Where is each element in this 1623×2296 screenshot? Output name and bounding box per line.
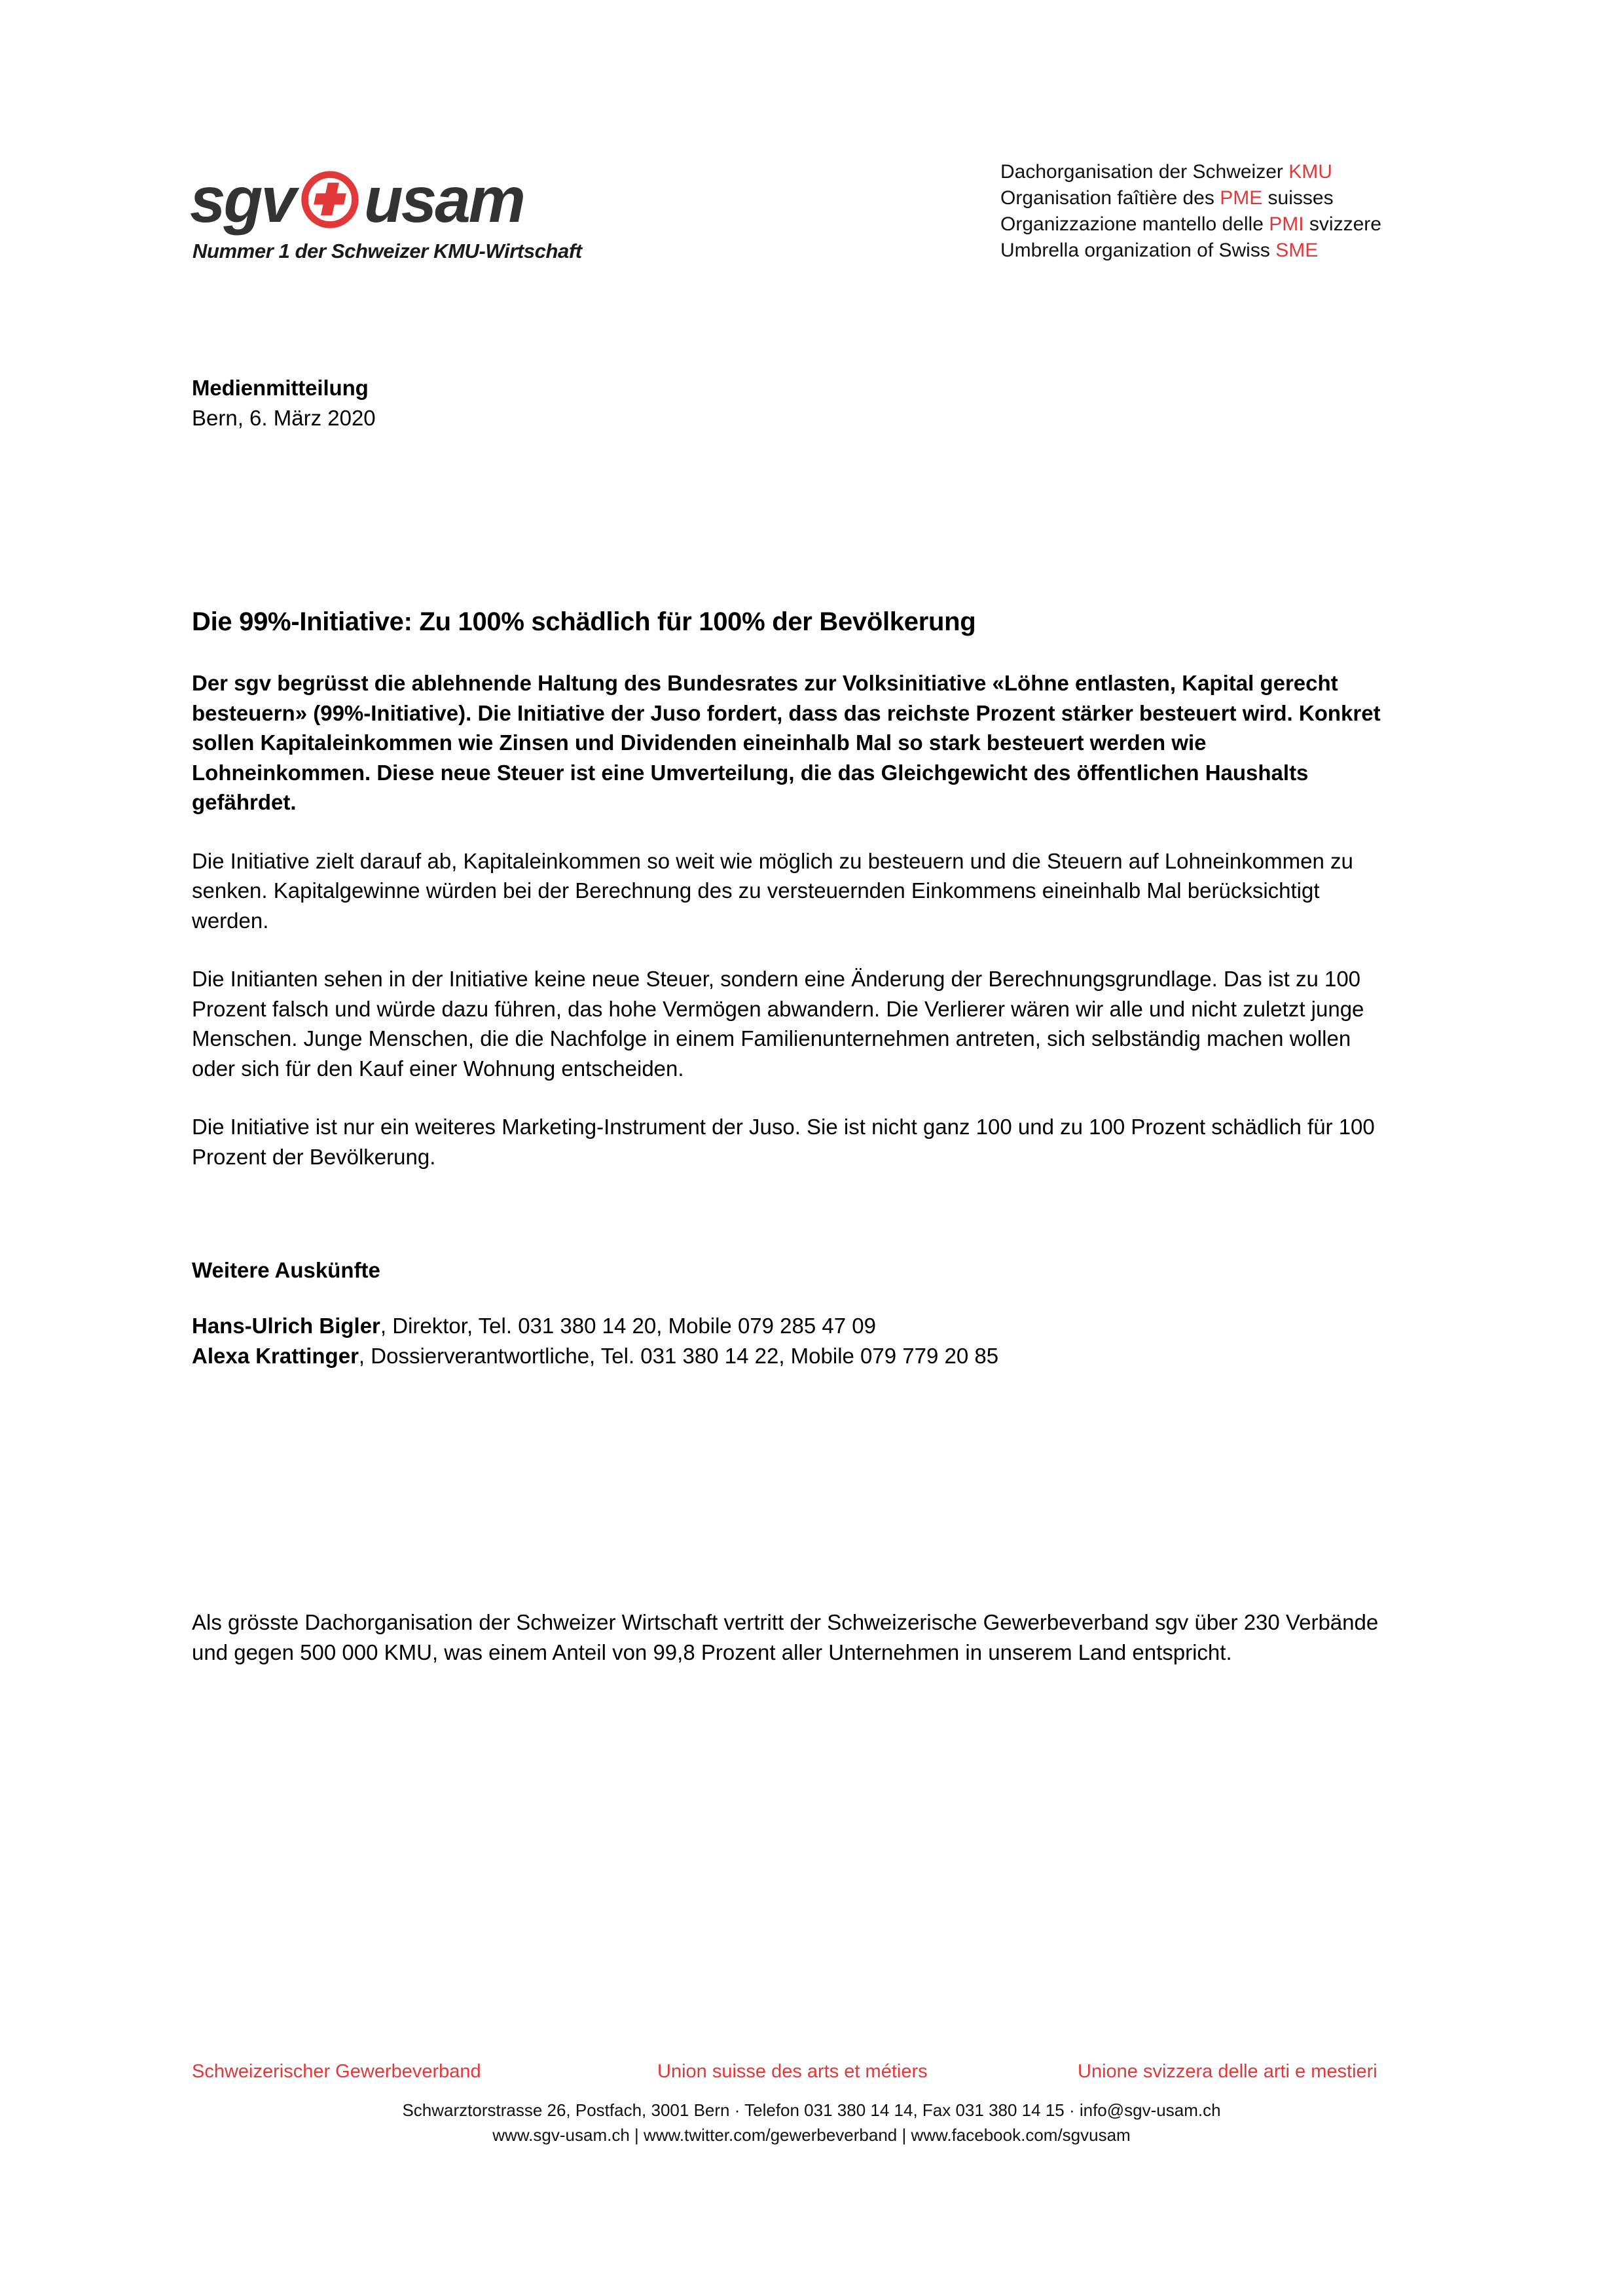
header-lang-it-accent: PMI <box>1269 213 1304 235</box>
document-header <box>0 141 1623 285</box>
footer-links-line[interactable]: www.sgv-usam.ch | www.twitter.com/gewerbeverband | www.facebook.com/sgvusam <box>492 2125 1131 2145</box>
contact-details-1: , Direktor, Tel. 031 380 14 20, Mobile 079 285 47 09 <box>380 1314 876 1338</box>
header-lang-en-accent: SME <box>1275 240 1319 261</box>
logo-word-left: sgv <box>190 164 295 236</box>
footer-org-fr: Union suisse des arts et métiers <box>657 2061 928 2082</box>
header-lang-it-prefix: Organizzazione mantello delle <box>1000 213 1269 235</box>
contact-details-2: , Dossierverantwortliche, Tel. 031 380 14 22, Mobile 079 779 20 85 <box>358 1343 999 1368</box>
header-lang-de-prefix: Dachorganisation der Schweizer <box>1000 161 1289 183</box>
boilerplate-paragraph: Als grösste Dachorganisation der Schweizer Wirtschaft vertritt der Schweizerische Gewerbeverband sgv über 230 Verbände und gegen 500 000 KMU, was einem Anteil von 99,8 Prozent aller Unternehmen in unserem Land entspricht. <box>192 1610 1379 1664</box>
document-body <box>192 373 1429 1689</box>
header-lang-de-accent: KMU <box>1288 161 1332 183</box>
logo-tagline: Nummer 1 der Schweizer KMU-Wirtschaft <box>192 240 582 262</box>
header-lang-fr-accent: PME <box>1220 187 1263 209</box>
header-language-line-de <box>1000 159 1381 185</box>
footer-org-it: Unione svizzera delle arti e mestieri <box>1078 2061 1377 2082</box>
header-lang-it-suffix: svizzere <box>1304 213 1381 235</box>
header-language-lines <box>1000 159 1381 264</box>
header-language-line-it <box>1000 211 1381 238</box>
body-paragraph-2: Die Initianten sehen in der Initiative keine neue Steuer, sondern eine Änderung der Berechnungsgrundlage. Das ist zu 100 Prozent falsch und würde dazu führen, das hohe Vermögen abwandern. Die Verlierer wären wir alle und nicht zuletzt junge Menschen. Junge Menschen, die die Nachfolge in einem Familienunternehmen antreten, sich selbständig machen wollen oder sich für den Kauf einer Wohnung entscheiden. <box>192 967 1364 1081</box>
contact-name-1: Hans-Ulrich Bigler <box>192 1314 380 1338</box>
header-language-line-fr <box>1000 185 1381 211</box>
document-footer <box>0 2058 1623 2147</box>
document-dateline: Bern, 6. März 2020 <box>192 406 376 430</box>
header-lang-fr-prefix: Organisation faîtière des <box>1000 187 1220 209</box>
logo-wordmark <box>190 164 596 236</box>
contact-row-2 <box>192 1341 1429 1371</box>
contact-name-2: Alexa Krattinger <box>192 1343 359 1368</box>
body-paragraph-1: Die Initiative zielt darauf ab, Kapitaleinkommen so weit wie möglich zu besteuern und die Steuern auf Lohneinkommen zu senken. Kapitalgewinne würden bei der Berechnung des zu versteuernden Einkommens eineinhalb Mal berücksichtigt werden. <box>192 848 1353 933</box>
header-lang-en-prefix: Umbrella organization of Swiss <box>1000 240 1276 261</box>
document-type-label: Medienmitteilung <box>192 376 369 400</box>
body-paragraph-3: Die Initiative ist nur ein weiteres Marketing-Instrument der Juso. Sie ist nicht ganz 100 und zu 100 Prozent schädlich für 100 Prozent der Bevölkerung. <box>192 1115 1375 1169</box>
swiss-cross-circle-logo-icon <box>299 168 361 231</box>
header-language-line-en <box>1000 238 1381 264</box>
page-title: Die 99%-Initiative: Zu 100% schädlich für 100% der Bevölkerung <box>192 607 976 636</box>
logo-word-right: usam <box>363 164 524 236</box>
header-lang-fr-suffix: suisses <box>1262 187 1334 209</box>
footer-address-line: Schwarztorstrasse 26, Postfach, 3001 Bern · Telefon 031 380 14 14, Fax 031 380 14 15 · info@sgv-usam.ch <box>402 2100 1221 2120</box>
contact-row-1 <box>192 1311 1429 1341</box>
sgv-usam-logo <box>190 164 596 263</box>
lead-paragraph: Der sgv begrüsst die ablehnende Haltung des Bundesrates zur Volksinitiative «Löhne entlasten, Kapital gerecht besteuern» (99%-Initiative). Die Initiative der Juso fordert, dass das reichste Prozent stärker besteuert wird. Konkret sollen Kapitaleinkommen wie Zinsen und Dividenden eineinhalb Mal so stark besteuert werden wie Lohneinkommen. Diese neue Steuer ist eine Umverteilung, die das Gleichgewicht des öffentlichen Haushalts gefährdet. <box>192 671 1381 814</box>
footer-organisation-names <box>0 2058 1623 2089</box>
contact-section-heading: Weitere Auskünfte <box>192 1258 380 1282</box>
footer-contact-block <box>0 2098 1623 2147</box>
footer-org-de: Schweizerischer Gewerbeverband <box>192 2061 481 2082</box>
